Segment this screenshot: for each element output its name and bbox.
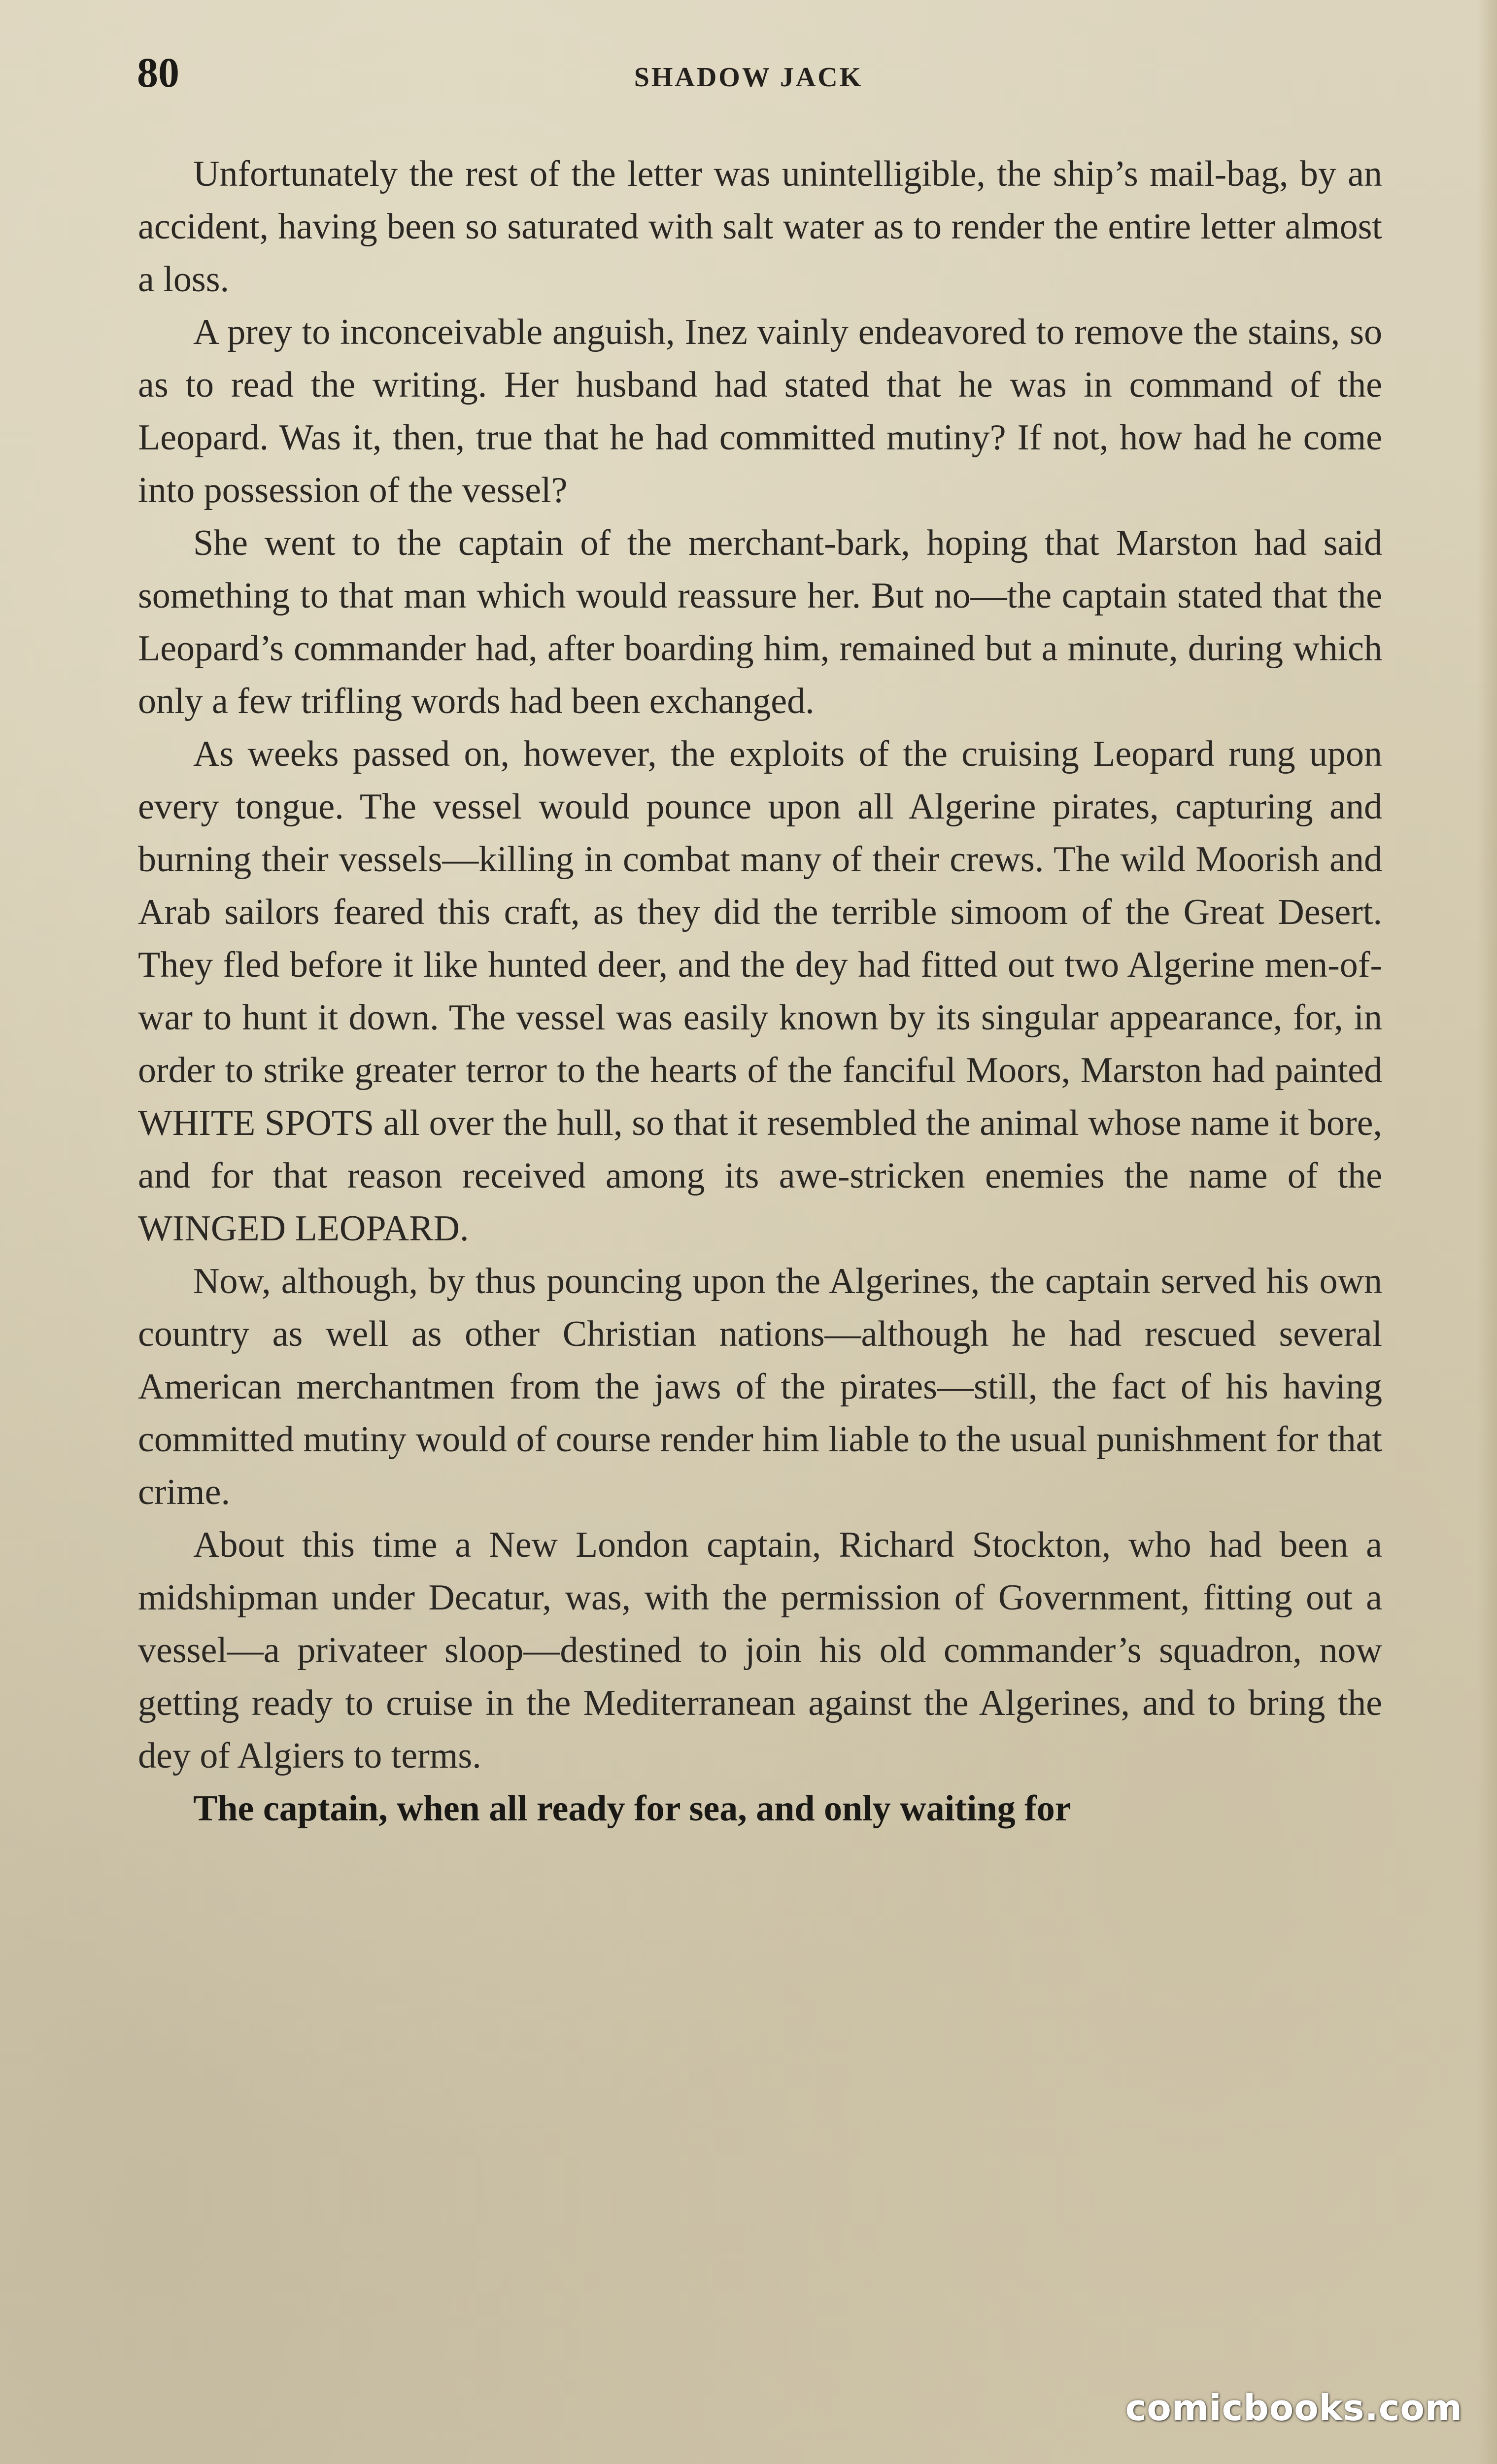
- paragraph: Unfortunately the rest of the letter was unintelligible, the ship’s mail-bag, by an accident, having been so saturated with salt water as to render the entire letter almost a loss.: [138, 154, 1382, 300]
- page-header: [0, 45, 1497, 100]
- page-number: 80: [137, 49, 179, 96]
- paragraph: As weeks passed on, however, the exploits of the cruising Leopard rung upon every tongue. The vessel would pounce upon all Algerine pirates, capturing and burning their vessels—killing in combat many of their crews. The wild Moorish and Arab sailors feared this craft, as they did the terrible simoom of the Great Desert. They fled before it like hunted deer, and the dey had fitted out two Algerine men-of-war to hunt it down. The vessel was easily known by its singular appearance, for, in order to strike greater terror to the hearts of the fanciful Moors, Marston had painted WHITE SPOTS all over the hull, so that it resembled the animal whose name it bore, and for that reason received among its awe-stricken enemies the name of the WINGED LEOPARD.: [138, 734, 1382, 1249]
- paragraph: The captain, when all ready for sea, and only waiting for: [193, 1788, 1071, 1829]
- paragraph: Now, although, by thus pouncing upon the Algerines, the captain served his own country as well as other Christian nations—although he had rescued several American merchantmen from the jaws of the pirates—still, the fact of his having committed mutiny would of course render him liable to the usual punishment for that crime.: [138, 1261, 1382, 1512]
- running-head: SHADOW JACK: [634, 62, 863, 93]
- paragraph: A prey to inconceivable anguish, Inez vainly endeavored to remove the stains, so as to read the writing. Her husband had stated that he was in command of the Leopard. Was it, then, true that he had committed mutiny? If not, how had he come into possession of the vessel?: [138, 312, 1382, 511]
- paragraph: She went to the captain of the merchant-bark, hoping that Marston had said something to that man which would reassure her. But no—the captain stated that the Leopard’s commander had, after boarding him, remained but a minute, during which only a few trifling words had been exchanged.: [138, 523, 1382, 721]
- page-edge-shadow: [1477, 0, 1497, 2464]
- watermark: comicbooks.com: [1125, 2387, 1463, 2429]
- paragraph: About this time a New London captain, Richard Stockton, who had been a midshipman under Decatur, was, with the permission of Government, fitting out a vessel—a privateer sloop—destined to join his old commander’s squadron, now getting ready to cruise in the Mediterranean against the Algerines, and to bring the dey of Algiers to terms.: [138, 1525, 1382, 1776]
- body-text: [138, 148, 1382, 1835]
